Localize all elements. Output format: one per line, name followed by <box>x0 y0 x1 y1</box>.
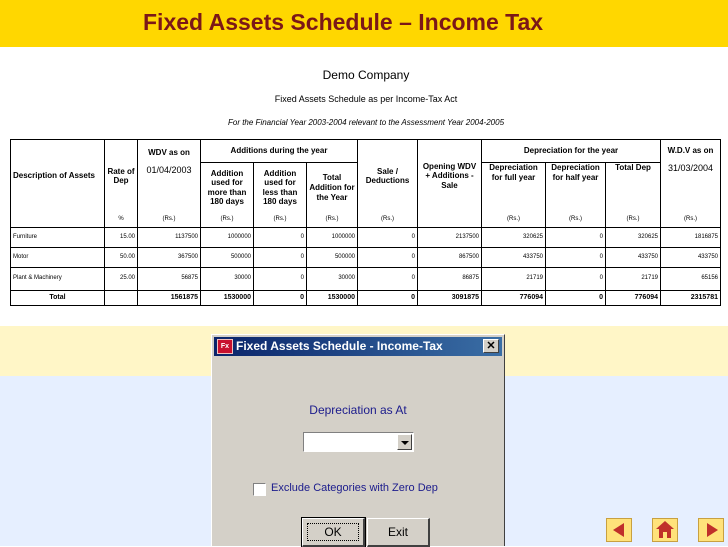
row-dep-half: 0 <box>546 248 606 268</box>
header-opening: Opening WDV + Additions -Sale <box>418 140 482 213</box>
row-dep-total: 21719 <box>606 268 661 291</box>
header-dep-total: Total Dep <box>606 163 661 213</box>
header-additions-group: Additions during the year <box>201 140 358 163</box>
total-add-more: 1530000 <box>201 291 254 306</box>
row-opening: 2137500 <box>418 228 482 248</box>
exit-button[interactable] <box>367 518 430 547</box>
unit-rate: % <box>105 213 138 228</box>
dialog-title: Fixed Assets Schedule - Income-Tax <box>236 339 443 353</box>
header-dep-group: Depreciation for the year <box>482 140 661 163</box>
total-sale: 0 <box>358 291 418 306</box>
unit-opening <box>418 213 482 228</box>
header-rate: Rate of Dep <box>105 140 138 213</box>
slide-title: Fixed Assets Schedule – Income Tax <box>143 9 544 35</box>
dialog-title-bar[interactable] <box>214 337 502 356</box>
total-add-less: 0 <box>254 291 307 306</box>
report-company: Demo Company <box>322 68 410 82</box>
prev-slide-button[interactable] <box>606 518 632 542</box>
row-dep-full: 21719 <box>482 268 546 291</box>
row-dep-total: 433750 <box>606 248 661 268</box>
arrow-right-icon <box>707 523 718 537</box>
table-row <box>11 228 721 248</box>
table-row <box>11 268 721 291</box>
unit-dep-total: (Rs.) <box>606 213 661 228</box>
slide-title-bar <box>0 0 728 47</box>
header-wdv-label: WDV as on <box>148 148 190 157</box>
report-title: Fixed Assets Schedule as per Income-Tax Act <box>274 94 458 104</box>
unit-dep-full: (Rs.) <box>482 213 546 228</box>
total-dep-total: 776094 <box>606 291 661 306</box>
total-dep-half: 0 <box>546 291 606 306</box>
depreciation-date-select[interactable] <box>303 432 414 452</box>
total-rate <box>105 291 138 306</box>
total-label: Total <box>11 291 105 306</box>
header-sale: Sale / Deductions <box>358 140 418 213</box>
row-rate: 15.00 <box>105 228 138 248</box>
unit-sale: (Rs.) <box>358 213 418 228</box>
header-wdv-date: 01/04/2003 <box>146 164 192 175</box>
chevron-down-icon[interactable] <box>397 434 412 450</box>
row-dep-full: 433750 <box>482 248 546 268</box>
row-dep-total: 320625 <box>606 228 661 248</box>
row-add-more: 500000 <box>201 248 254 268</box>
table-row <box>11 248 721 268</box>
row-opening: 867500 <box>418 248 482 268</box>
header-dep-full: Depreciation for full year <box>482 163 546 213</box>
total-row <box>11 291 721 306</box>
focus-rect <box>307 523 359 541</box>
exit-button-label: Exit <box>387 525 408 539</box>
close-icon: ✕ <box>486 340 496 352</box>
row-dep-half: 0 <box>546 268 606 291</box>
next-slide-button[interactable] <box>698 518 724 542</box>
total-wdv: 1561875 <box>138 291 201 306</box>
header-add-more: Addition used for more than 180 days <box>201 163 254 213</box>
total-dep-full: 776094 <box>482 291 546 306</box>
arrow-left-icon <box>613 523 624 537</box>
unit-description <box>11 213 105 228</box>
row-wdv-end: 1816875 <box>661 228 721 248</box>
row-wdv: 56875 <box>138 268 201 291</box>
header-description: Description of Assets <box>11 140 105 213</box>
header-wdv-end-date: 31/03/2004 <box>661 163 721 213</box>
row-sale: 0 <box>358 248 418 268</box>
assets-table <box>10 139 721 306</box>
row-sale: 0 <box>358 268 418 291</box>
unit-wdv-end: (Rs.) <box>661 213 721 228</box>
ok-button[interactable] <box>302 518 365 547</box>
row-add-total: 1000000 <box>307 228 358 248</box>
row-asset: Furniture <box>11 228 105 248</box>
fixed-assets-dialog <box>211 334 505 546</box>
row-sale: 0 <box>358 228 418 248</box>
row-add-total: 500000 <box>307 248 358 268</box>
unit-add-more: (Rs.) <box>201 213 254 228</box>
app-icon: Fx <box>217 339 233 354</box>
total-add-total: 1530000 <box>307 291 358 306</box>
row-asset: Plant & Machinery <box>11 268 105 291</box>
exclude-zero-dep-checkbox[interactable] <box>253 483 266 496</box>
total-wdv-end: 2315781 <box>661 291 721 306</box>
depreciation-label: Depreciation as At <box>309 403 407 417</box>
unit-add-total: (Rs.) <box>307 213 358 228</box>
close-button[interactable] <box>483 339 499 353</box>
row-asset: Motor <box>11 248 105 268</box>
report-preview <box>10 57 722 326</box>
row-add-more: 30000 <box>201 268 254 291</box>
row-rate: 25.00 <box>105 268 138 291</box>
header-add-total: Total Addition for the Year <box>307 163 358 213</box>
row-wdv: 1137500 <box>138 228 201 248</box>
ok-button-label: OK <box>324 525 342 539</box>
unit-add-less: (Rs.) <box>254 213 307 228</box>
row-add-less: 0 <box>254 248 307 268</box>
exclude-zero-dep-label[interactable]: Exclude Categories with Zero Dep <box>271 482 438 494</box>
row-add-total: 30000 <box>307 268 358 291</box>
row-add-less: 0 <box>254 268 307 291</box>
row-wdv-end: 433750 <box>661 248 721 268</box>
row-add-less: 0 <box>254 228 307 248</box>
row-opening: 86875 <box>418 268 482 291</box>
unit-dep-half: (Rs.) <box>546 213 606 228</box>
row-dep-full: 320625 <box>482 228 546 248</box>
row-wdv-end: 65156 <box>661 268 721 291</box>
row-wdv: 367500 <box>138 248 201 268</box>
header-wdv-end-label: W.D.V as on <box>661 140 721 163</box>
header-wdv <box>138 140 201 213</box>
report-period: For the Financial Year 2003-2004 relevant to the Assessment Year 2004-2005 <box>227 118 505 127</box>
header-dep-half: Depreciation for half year <box>546 163 606 213</box>
row-add-more: 1000000 <box>201 228 254 248</box>
home-button[interactable] <box>652 518 678 542</box>
total-opening: 3091875 <box>418 291 482 306</box>
row-dep-half: 0 <box>546 228 606 248</box>
header-add-less: Addition used for less than 180 days <box>254 163 307 213</box>
row-rate: 50.00 <box>105 248 138 268</box>
unit-wdv: (Rs.) <box>138 213 201 228</box>
